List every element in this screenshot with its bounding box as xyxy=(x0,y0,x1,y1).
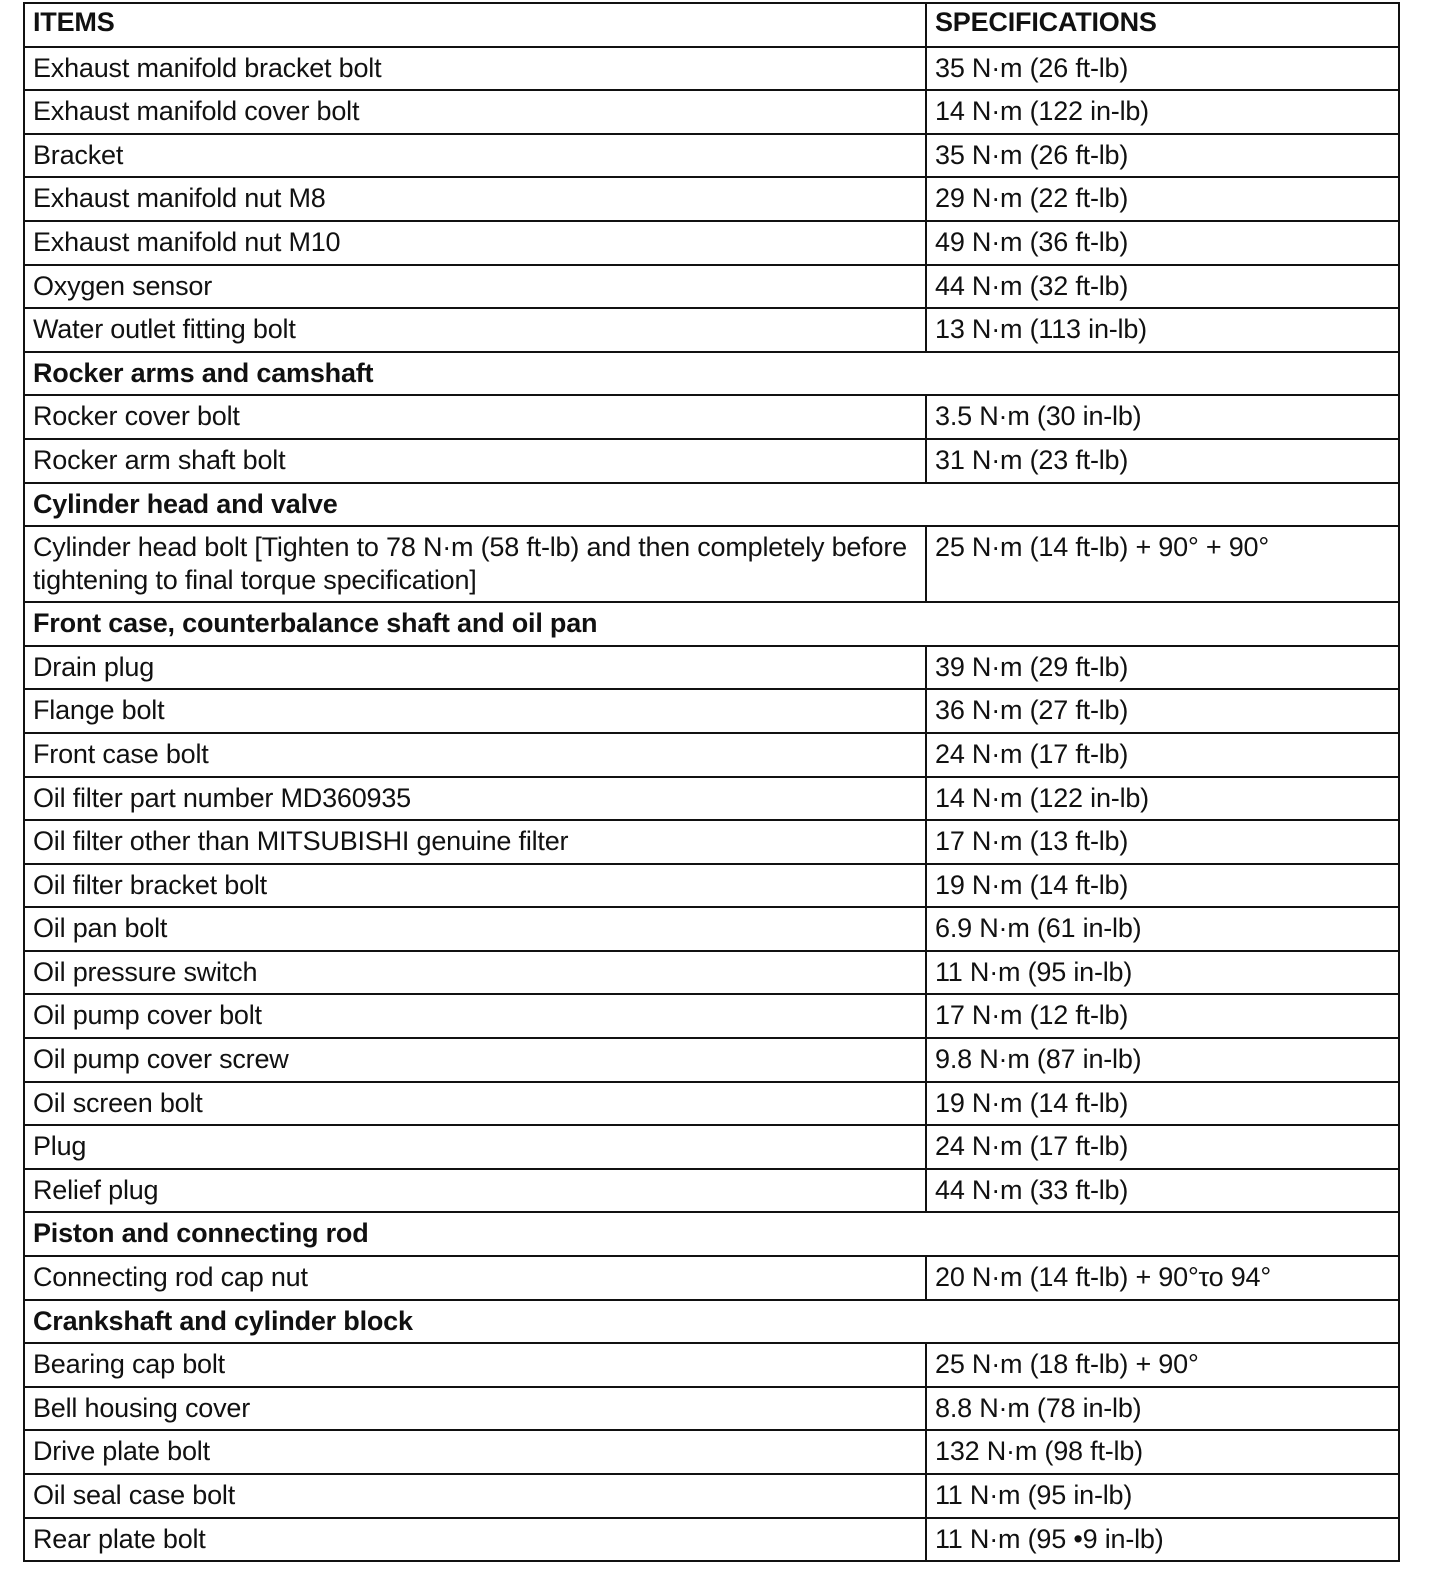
table-row xyxy=(24,907,1399,951)
spec-cell: 44 N·m (33 ft-lb) xyxy=(926,1169,1399,1213)
table-row xyxy=(24,733,1399,777)
item-cell: Oil pump cover bolt xyxy=(24,994,926,1038)
table-row xyxy=(24,1474,1399,1518)
item-cell: Oil pressure switch xyxy=(24,951,926,995)
table-row xyxy=(24,1169,1399,1213)
table-row xyxy=(24,646,1399,690)
item-cell: Rocker cover bolt xyxy=(24,395,926,439)
item-cell: Front case bolt xyxy=(24,733,926,777)
table-row xyxy=(24,951,1399,995)
spec-cell: 6.9 N·m (61 in-lb) xyxy=(926,907,1399,951)
spec-cell: 17 N·m (12 ft-lb) xyxy=(926,994,1399,1038)
column-header-specifications: SPECIFICATIONS xyxy=(926,3,1399,47)
spec-cell: 20 N·m (14 ft-lb) + 90°το 94° xyxy=(926,1256,1399,1300)
table-row xyxy=(24,864,1399,908)
section-heading: Cylinder head and valve xyxy=(24,483,1399,527)
spec-cell: 3.5 N·m (30 in-lb) xyxy=(926,395,1399,439)
table-row xyxy=(24,689,1399,733)
table-row xyxy=(24,177,1399,221)
section-row xyxy=(24,1212,1399,1256)
table-row xyxy=(24,1518,1399,1562)
spec-cell: 11 N·m (95 •9 in-lb) xyxy=(926,1518,1399,1562)
table-body xyxy=(24,47,1399,1562)
spec-cell: 25 N·m (18 ft-lb) + 90° xyxy=(926,1343,1399,1387)
spec-cell: 8.8 N·m (78 in-lb) xyxy=(926,1387,1399,1431)
item-cell: Drain plug xyxy=(24,646,926,690)
table-row xyxy=(24,221,1399,265)
item-cell: Bracket xyxy=(24,134,926,178)
table-row xyxy=(24,1038,1399,1082)
section-heading: Front case, counterbalance shaft and oil pan xyxy=(24,602,1399,646)
item-cell: Rocker arm shaft bolt xyxy=(24,439,926,483)
table-row xyxy=(24,777,1399,821)
spec-cell: 25 N·m (14 ft-lb) + 90° + 90° xyxy=(926,526,1399,602)
item-cell: Water outlet fitting bolt xyxy=(24,308,926,352)
spec-cell: 13 N·m (113 in-lb) xyxy=(926,308,1399,352)
table-row xyxy=(24,395,1399,439)
item-cell: Exhaust manifold nut M10 xyxy=(24,221,926,265)
item-cell: Oil screen bolt xyxy=(24,1082,926,1126)
spec-cell: 11 N·m (95 in-lb) xyxy=(926,1474,1399,1518)
item-cell: Exhaust manifold cover bolt xyxy=(24,90,926,134)
column-header-items: ITEMS xyxy=(24,3,926,47)
item-cell: Oil filter other than MITSUBISHI genuine filter xyxy=(24,820,926,864)
table-row xyxy=(24,1430,1399,1474)
section-row xyxy=(24,602,1399,646)
spec-cell: 19 N·m (14 ft-lb) xyxy=(926,1082,1399,1126)
table-row xyxy=(24,1343,1399,1387)
spec-cell: 36 N·m (27 ft-lb) xyxy=(926,689,1399,733)
spec-cell: 14 N·m (122 in-lb) xyxy=(926,90,1399,134)
item-cell: Relief plug xyxy=(24,1169,926,1213)
table-row xyxy=(24,439,1399,483)
table-row xyxy=(24,994,1399,1038)
spec-cell: 44 N·m (32 ft-lb) xyxy=(926,265,1399,309)
table-header-row xyxy=(24,3,1399,47)
item-cell: Oil filter bracket bolt xyxy=(24,864,926,908)
table-row xyxy=(24,134,1399,178)
spec-cell: 35 N·m (26 ft-lb) xyxy=(926,134,1399,178)
spec-cell: 17 N·m (13 ft-lb) xyxy=(926,820,1399,864)
section-row xyxy=(24,352,1399,396)
item-cell: Exhaust manifold bracket bolt xyxy=(24,47,926,91)
table-row xyxy=(24,47,1399,91)
item-cell: Oxygen sensor xyxy=(24,265,926,309)
table-row xyxy=(24,265,1399,309)
item-cell: Bearing cap bolt xyxy=(24,1343,926,1387)
torque-spec-table xyxy=(23,2,1400,1562)
spec-cell: 19 N·m (14 ft-lb) xyxy=(926,864,1399,908)
section-heading: Crankshaft and cylinder block xyxy=(24,1300,1399,1344)
section-heading: Piston and connecting rod xyxy=(24,1212,1399,1256)
item-cell: Oil filter part number MD360935 xyxy=(24,777,926,821)
item-cell: Oil pump cover screw xyxy=(24,1038,926,1082)
table-row xyxy=(24,90,1399,134)
section-row xyxy=(24,483,1399,527)
spec-cell: 14 N·m (122 in-lb) xyxy=(926,777,1399,821)
table-row xyxy=(24,308,1399,352)
table-row xyxy=(24,1125,1399,1169)
spec-cell: 31 N·m (23 ft-lb) xyxy=(926,439,1399,483)
table-row xyxy=(24,820,1399,864)
table-row xyxy=(24,1082,1399,1126)
item-cell: Bell housing cover xyxy=(24,1387,926,1431)
table-row xyxy=(24,1387,1399,1431)
item-cell: Flange bolt xyxy=(24,689,926,733)
spec-cell: 35 N·m (26 ft-lb) xyxy=(926,47,1399,91)
item-cell: Oil pan bolt xyxy=(24,907,926,951)
section-heading: Rocker arms and camshaft xyxy=(24,352,1399,396)
section-row xyxy=(24,1300,1399,1344)
item-cell: Oil seal case bolt xyxy=(24,1474,926,1518)
item-cell: Cylinder head bolt [Tighten to 78 N·m (58 ft-lb) and then completely before tightening to final torque specification] xyxy=(24,526,926,602)
spec-cell: 49 N·m (36 ft-lb) xyxy=(926,221,1399,265)
spec-cell: 39 N·m (29 ft-lb) xyxy=(926,646,1399,690)
spec-cell: 29 N·m (22 ft-lb) xyxy=(926,177,1399,221)
spec-cell: 24 N·m (17 ft-lb) xyxy=(926,733,1399,777)
item-cell: Drive plate bolt xyxy=(24,1430,926,1474)
item-cell: Plug xyxy=(24,1125,926,1169)
item-cell: Connecting rod cap nut xyxy=(24,1256,926,1300)
spec-cell: 24 N·m (17 ft-lb) xyxy=(926,1125,1399,1169)
item-cell: Exhaust manifold nut M8 xyxy=(24,177,926,221)
table-row xyxy=(24,1256,1399,1300)
spec-cell: 9.8 N·m (87 in-lb) xyxy=(926,1038,1399,1082)
spec-cell: 132 N·m (98 ft-lb) xyxy=(926,1430,1399,1474)
spec-cell: 11 N·m (95 in-lb) xyxy=(926,951,1399,995)
table-row xyxy=(24,526,1399,602)
item-cell: Rear plate bolt xyxy=(24,1518,926,1562)
